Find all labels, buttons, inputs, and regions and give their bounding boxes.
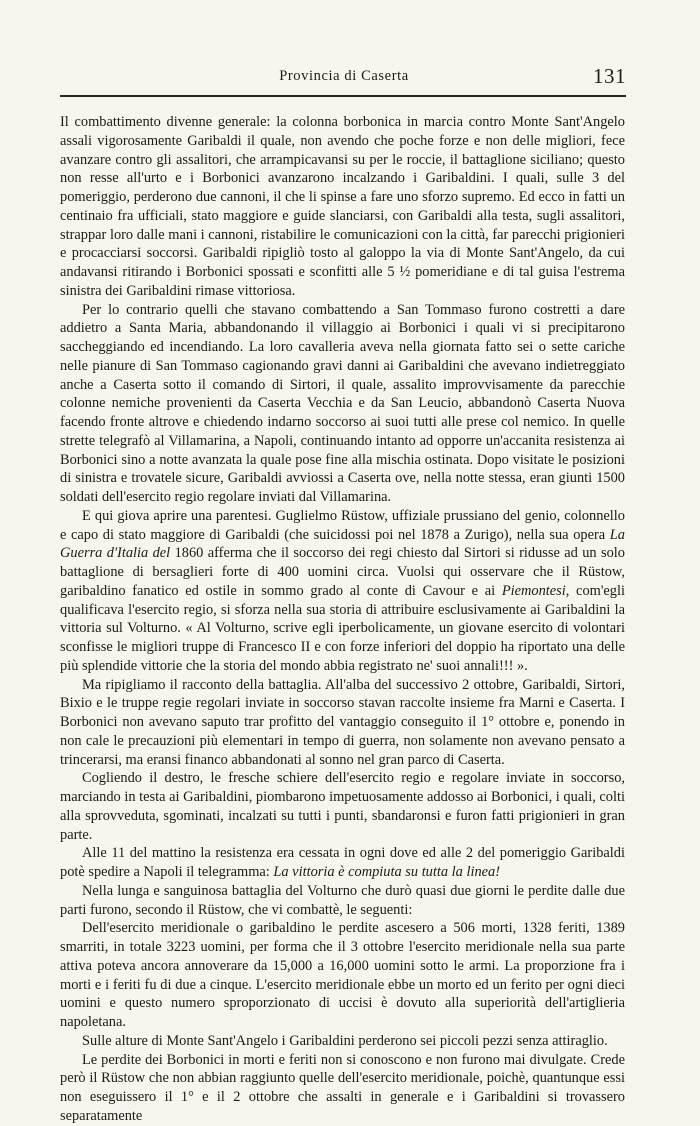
text-run: Nella lunga e sanguinosa battaglia del Volturno che durò quasi due giorni le perdite dalle due parti furono, secondo il Rüstow, che vi combattè, le seguenti:	[60, 882, 625, 918]
paragraph	[60, 301, 625, 507]
italic-text: Piemontesi	[501, 582, 566, 599]
paragraph	[60, 844, 625, 882]
text-run: Dell'esercito meridionale o garibaldino le perdite ascesero a 506 morti, 1328 feriti, 1389 smarriti, in totale 3223 uomini, per forma che il 3 ottobre l'esercito meridionale nella sua parte attiva poteva ancora annoverare da 15,000 a 16,000 uomini sotto le armi. La proporzione fra i morti e i feriti fu di due a cinque. L'esercito meridionale ebbe un morto ed un ferito per ogni dieci uomini e questo numero sproporzionato di uccisi è dovuto alla superiorità dell'artiglieria napoletana.	[60, 920, 625, 1030]
text-run: E qui giova aprire una parentesi. Guglielmo Rüstow, uffiziale prussiano del genio, colonnello e capo di stato maggiore di Garibaldi (che suicidossi poi nel 1878 a Zurigo), nella sua opera	[60, 507, 625, 543]
paragraph	[60, 113, 625, 301]
paragraph	[60, 769, 625, 844]
paragraph	[60, 1051, 625, 1126]
text-run: Alle 11 del mattino la resistenza era cessata in ogni dove ed alle 2 del pomeriggio Garibaldi potè spedire a Napoli il telegramma:	[60, 845, 625, 880]
page-number: 131	[593, 64, 626, 88]
text-run: Cogliendo il destro, le fresche schiere dell'esercito regio e regolare inviate in soccorso, marciando in testa ai Garibaldini, piombarono impetuosamente addosso ai Borbonici, i quali, colti alla sprovveduta, sgominati, incalzati su tutti i punti, sbandaronsi e furon fatti prigionieri in gran parte.	[60, 770, 625, 843]
header-rule	[60, 95, 626, 97]
italic-text: La Guerra d'Italia del	[60, 526, 625, 562]
italic-text: La vittoria è compiuta su tutta la linea!	[273, 864, 501, 880]
paragraph	[60, 507, 625, 676]
paragraph	[60, 919, 625, 1032]
text-run: Sulle alture di Monte Sant'Angelo i Garibaldini perderono sei piccoli pezzi senza attiraglio.	[82, 1032, 608, 1049]
text-run: Le perdite dei Borbonici in morti e feriti non si conoscono e non furono mai divulgate. Crede però il Rüstow che non abbian raggiunto quelle dell'esercito meridionale, poichè, quantunque essi non eseguissero il 1° e il 2 ottobre che assalti in generale e i Garibaldini si trovassero separatamente	[60, 1051, 625, 1124]
paragraph	[60, 1032, 625, 1051]
text-run: 1860 afferma che il soccorso dei regi chiesto dal Sirtori si ridusse ad un solo battaglione di bersaglieri forte di 400 uomini circa. Vuolsi qui osservare che il Rüstow, garibaldino fanatico ed ostile in sommo grado al conte di Cavour e ai	[60, 545, 625, 599]
body-text	[60, 113, 625, 1126]
text-run: , com'egli qualificava l'esercito regio, si sforza nella sua storia di attribuire esclusivamente ai Garibaldini la vittoria sul Volturno. « Al Volturno, scrive egli iperbolicamente, un giovane esercito di volontari sconfisse le migliori truppe di Francesco II e con forze inferiori del doppio ha riportato una delle più splendide vittorie che la storia del mondo abbia registrato ne' suoi annali!!! ».	[60, 582, 625, 674]
page-header	[60, 56, 628, 96]
paragraph	[60, 882, 625, 920]
running-title: Provincia di Caserta	[279, 68, 409, 84]
paragraph	[60, 676, 625, 770]
text-run: Il combattimento divenne generale: la colonna borbonica in marcia contro Monte Sant'Angelo assali vigorosamente Garibaldi il quale, non avendo che poche forze e non delle migliori, fece avanzare contro gli assalitori, che arrampicavansi su per le roccie, il battaglione siciliano; questo non resse all'urto e i Borbonici avanzarono incalzando i Garibaldini. I quali, sulle 3 del pomeriggio, perderono due cannoni, il che li spinse a fare uno sforzo supremo. Ed ecco in fatti un centinaio fra ufficiali, stato maggiore e guide slanciarsi, con Garibaldi alla testa, sugli assalitori, strappar loro dalle mani i cannoni, ristabilire le comunicazioni con la città, far parecchi prigionieri e procacciarsi soccorsi. Garibaldi ripigliò tosto al galoppo la via di Monte Sant'Angelo, da cui andavansi ritirando i Borbonici spossati e sconfitti alle 5 ½ pomeridiane e di tal guisa l'estrema sinistra dei Garibaldini rimase vittoriosa.	[60, 114, 626, 299]
text-run: Ma ripigliamo il racconto della battaglia. All'alba del successivo 2 ottobre, Garibaldi, Sirtori, Bixio e le truppe regie regolari inviate in soccorso stavan raccolte insieme fra Marni e Caserta. I Borbonici non avevano saputo trar profitto del vantaggio conseguito il 1° ottobre e, ponendo in non cale le precauzioni più elementari in tempo di guerra, non solamente non avevano pensato a trincerarsi, ma eransi financo abbandonati al sonno nel gran parco di Caserta.	[60, 676, 625, 768]
text-run: Per lo contrario quelli che stavano combattendo a San Tommaso furono costretti a dare addietro a Santa Maria, abbandonando il villaggio ai Borbonici i quali vi si precipitarono saccheggiando ed incendiando. La loro cavalleria aveva nella giornata fatto sei o sette cariche nelle pianure di San Tommaso cagionando gravi danni ai Garibaldini che avevano indietreggiato anche a Caserta sotto il comando di Sirtori, il quale, assalito improvvisamente da parecchie colonne nemiche provenienti da Caserta Vecchia e da San Leucio, abbandonò Caserta Nuova facendo fronte altrove e chiedendo indarno soccorso ai suoi tutti alle prese col nemico. In quelle strette telegrafò al Villamarina, a Napoli, continuando intanto ad opporre un'accanita resistenza ai Borbonici sino a notte avanzata la quale pose fine alla mischia ostinata. Dopo visitate le posizioni di sinistra e trovatele sicure, Garibaldi avviossi a Caserta ove, nella notte stessa, eran giunti 1500 soldati dell'esercito regio regolare inviati dal Villamarina.	[60, 301, 625, 505]
